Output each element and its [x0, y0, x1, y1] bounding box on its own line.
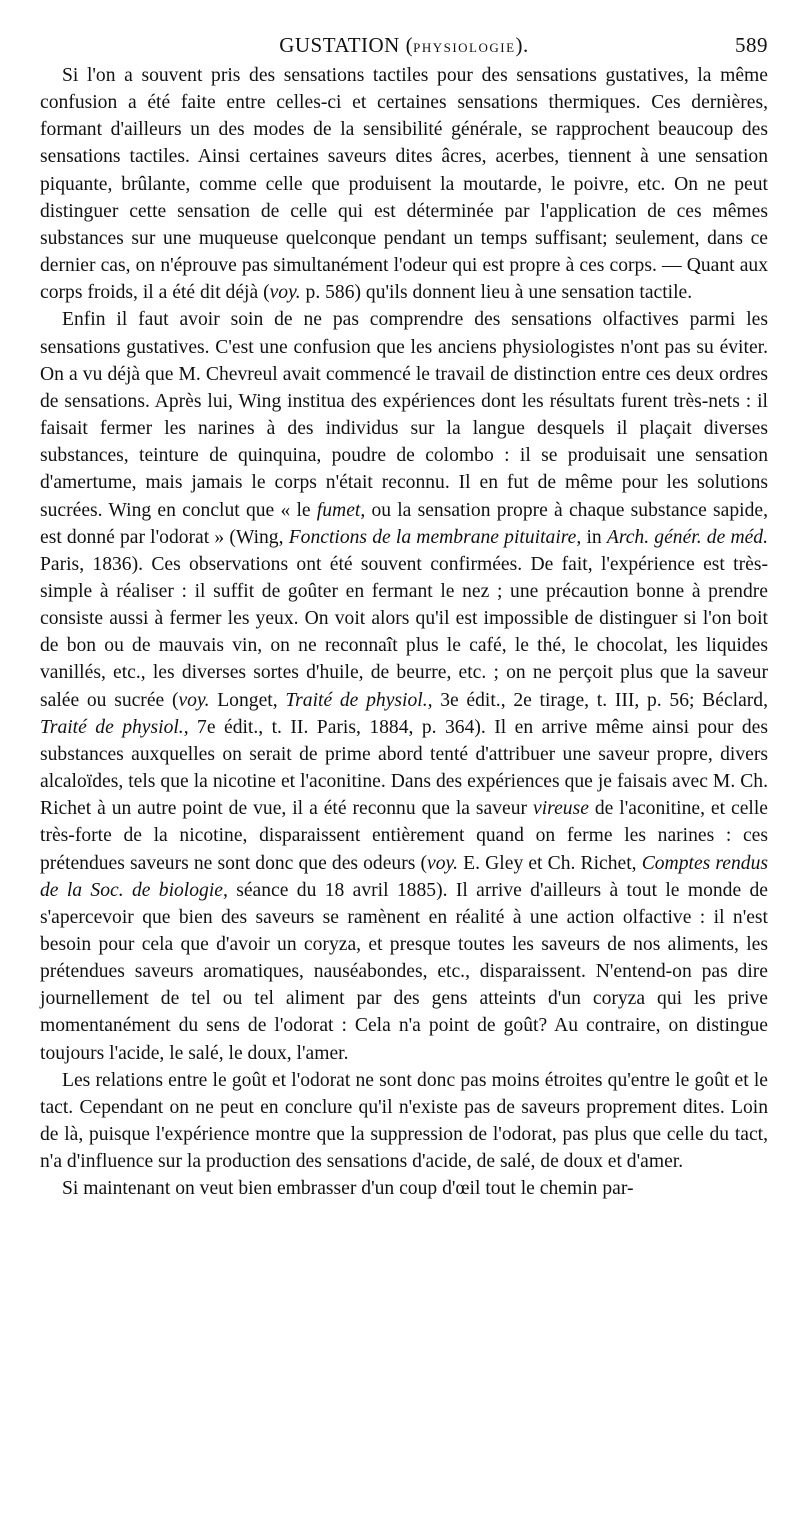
text-run: Enfin il faut avoir soin de ne pas comprendre des sensations olfactives parmi les sensations gustatives. C'est une confusion que les anciens physiologistes n'ont pas su éviter. On a vu déjà que M. Chevreul avait commencé le travail de distinction entre ces deux ordres de sensations. Après lui, Wing institua des expériences dont les résultats furent très-nets : il faisait fermer les narines à des individus sur la langue desquels il plaçait diverses substances, teinture de quinquina, poudre de colombo : il se produisait une sensation d'amertume, mais jamais le corps n'était reconnu. Il en fut de même pour les solutions sucrées. Wing en conclut que « le: [40, 309, 768, 521]
paragraph-4: [40, 1175, 768, 1202]
italic-run: voy.: [269, 282, 301, 304]
text-run: in: [581, 526, 607, 548]
paragraph-3: [40, 1067, 768, 1176]
page: [40, 28, 768, 1203]
italic-run: voy.: [178, 689, 210, 711]
text-run: E. Gley et Ch. Richet,: [458, 852, 642, 874]
text-run: Si l'on a souvent pris des sensations tactiles pour des sensations gustatives, la même confusion a été faite entre celles-ci et certaines sensations thermiques. Ces dernières, formant d'ailleurs un des modes de la sensibilité générale, se rapprochent beaucoup des sensations tactiles. Ainsi certaines saveurs dites âcres, acerbes, tiennent à une sensation piquante, brûlante, comme celle que produisent la moutarde, le poivre, etc. On ne peut distinguer cette sensation de celle qui est déterminée par l'application de ces mêmes substances sur une muqueuse quelconque pendant un temps suffisant; seulement, dans ce dernier cas, on n'éprouve pas simultanément l'odeur qui est propre à ces corps. — Quant aux corps froids, il a été dit déjà (: [40, 65, 768, 304]
italic-run: Traité de physiol.,: [40, 716, 189, 738]
running-title-subject: PHYSIOLOGIE: [413, 40, 516, 55]
text-run: Longet,: [209, 689, 286, 711]
running-head: [40, 28, 768, 62]
italic-run: voy.: [427, 852, 459, 874]
text-run: séance du 18 avril 1885). Il arrive d'ailleurs à tout le monde de s'apercevoir que bien des saveurs se ramènent en réalité à une action olfactive : il n'est besoin pour cela que d'avoir un coryza, et presque toutes les saveurs de nos aliments, les prétendues saveurs aromatiques, nauséabondes, etc., disparaissent. N'entend-on pas dire journellement de tel ou tel aliment par des gens atteints d'un coryza qui les prive momentanément du sens de l'odorat : Cela n'a point de goût? Au contraire, on distingue toujours l'acide, le salé, le doux, l'amer.: [40, 879, 768, 1064]
running-title: [40, 28, 768, 65]
italic-run: vireuse: [533, 798, 589, 820]
text-run: Paris, 1836). Ces observations ont été souvent confirmées. De fait, l'expérience est très-simple à réaliser : il suffit de goûter en fermant le nez ; une précaution bonne à prendre consiste aussi à fermer les yeux. On voit alors qu'il est impossible de distinguer si l'on boit de bon ou de mauvais vin, on ne reconnaît plus le café, le thé, le chocolat, les liquides vanillés, etc., les diverses sortes d'huile, de beurre, etc. ; on ne perçoit plus que la saveur salée ou sucrée (: [40, 553, 768, 711]
italic-run: Comptes rendus de la Soc. de biologie,: [40, 852, 768, 901]
italic-run: Traité de physiol.,: [285, 689, 433, 711]
paragraph-2: [40, 306, 768, 1066]
text-run: Les relations entre le goût et l'odorat ne sont donc pas moins étroites qu'entre le goût et le tact. Cependant on ne peut en conclure qu'il n'existe pas de saveurs proprement dites. Loin de là, puisque l'expérience montre que la suppression de l'odorat, pas plus que celle du tact, n'a d'influence sur la production des sensations d'acide, de salé, de doux et d'amer.: [40, 1069, 768, 1173]
italic-run: Arch. génér. de méd.: [606, 526, 768, 548]
page-number: 589: [735, 33, 768, 57]
text-run: ou la sensation propre à chaque substance sapide, est donné par l'odorat » (Wing,: [40, 499, 768, 548]
text-run: 3e édit., 2e tirage, t. III, p. 56; Béclard,: [432, 689, 769, 711]
italic-run: fumet,: [316, 499, 366, 521]
text-run: Si maintenant on veut bien embrasser d'un coup d'œil tout le chemin par-: [62, 1178, 634, 1200]
paragraph-1: [40, 62, 768, 306]
text-run: p. 586) qu'ils donnent lieu à une sensation tactile.: [300, 282, 693, 304]
running-title-close: ).: [515, 33, 529, 57]
text-run: de l'aconitine, et celle très-forte de la nicotine, disparaissent entièrement quand on ferme les narines : ces prétendues saveurs ne sont donc que des odeurs (: [40, 798, 769, 874]
body-text: [40, 62, 768, 1203]
running-title-main: GUSTATION (: [279, 33, 414, 57]
italic-run: Fonctions de la membrane pituitaire,: [288, 526, 582, 548]
text-run: 7e édit., t. II. Paris, 1884, p. 364). Il en arrive même ainsi pour des substances auxquelles on serait de prime abord tenté d'attribuer une saveur propre, divers alcaloïdes, tels que la nicotine et l'aconitine. Dans des expériences que je faisais avec M. Ch. Richet à un autre point de vue, il a été reconnu que la saveur: [40, 716, 768, 820]
